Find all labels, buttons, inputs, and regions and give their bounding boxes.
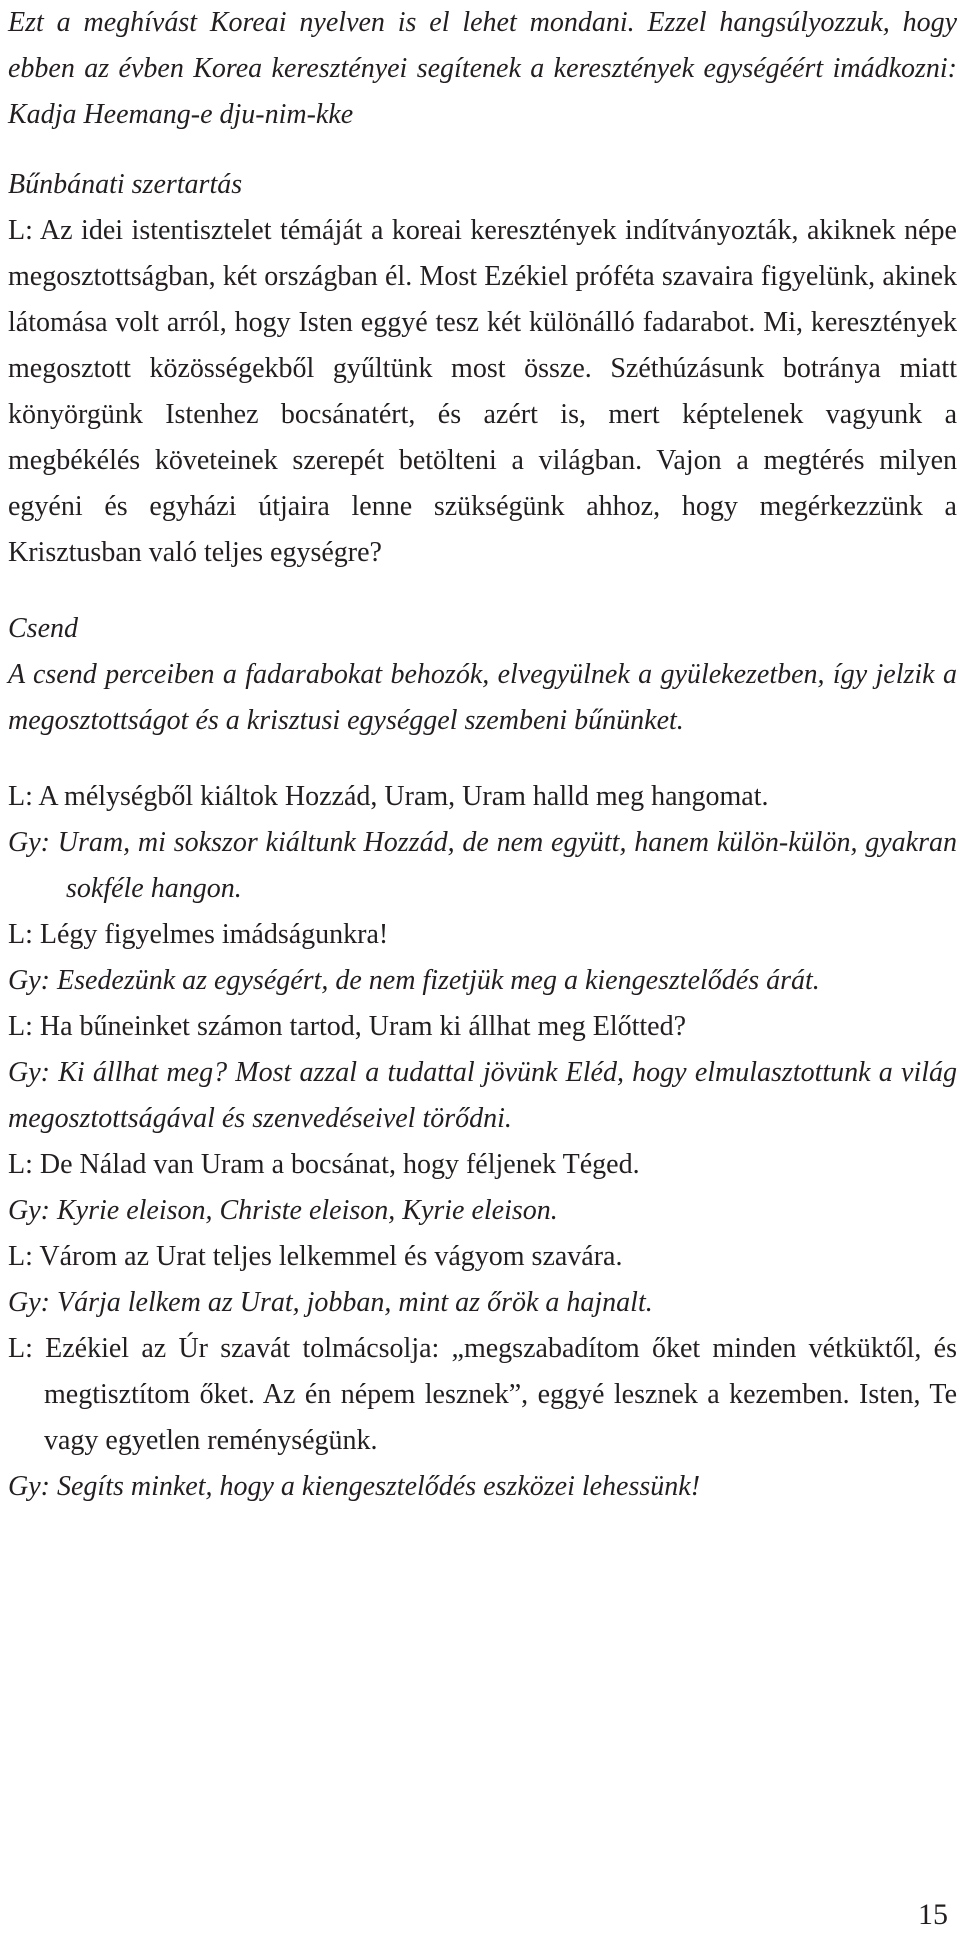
litany-line bbox=[8, 1004, 957, 1050]
speaker-label: Gy: bbox=[8, 1057, 50, 1088]
litany-text: De Nálad van Uram a bocsánat, hogy féljenek Téged. bbox=[39, 1149, 640, 1180]
litany-line bbox=[8, 1142, 957, 1188]
page-number: 15 bbox=[918, 1898, 948, 1931]
litany bbox=[8, 774, 957, 1510]
litany-text: Esedezünk az egységért, de nem fizetjük meg a kiengesztelődés árát. bbox=[56, 965, 820, 996]
litany-text: Ha bűneinket számon tartod, Uram ki állhat meg Előtted? bbox=[39, 1011, 687, 1042]
litany-text: Ki állhat meg? Most azzal a tudattal jövünk Eléd, hogy elmulasztottunk a világ megosztottságával és szenvedéseivel törődni. bbox=[8, 1057, 957, 1134]
speaker-label: Gy: bbox=[8, 965, 50, 996]
speaker-label: L: bbox=[8, 1149, 33, 1180]
intro-paragraph: Ezt a meghívást Koreai nyelven is el lehet mondani. Ezzel hangsúlyozzuk, hogy ebben az évben Korea keresztényei segítenek a keresztények egységéért imádkozni: Kadja Heemang-e dju-nim-kke bbox=[8, 7, 957, 130]
section-paragraph-bunbanati bbox=[8, 208, 957, 576]
litany-line bbox=[8, 958, 957, 1004]
speaker-label: L: bbox=[8, 1241, 33, 1272]
litany-text: Segíts minket, hogy a kiengesztelődés eszközei lehessünk! bbox=[56, 1471, 701, 1502]
litany-line bbox=[8, 1050, 957, 1142]
litany-text: Várja lelkem az Urat, jobban, mint az őrök a hajnalt. bbox=[56, 1287, 653, 1318]
paragraph-text: Az idei istentisztelet témáját a koreai keresztények indítványozták, akiknek népe megosztottságban, két országban él. Most Ezékiel próféta szavaira figyelünk, akinek látomása volt arról, hogy Isten eggyé tesz két különálló fadarabot. Mi, keresztények megosztott közösségekből gyűltünk most össze. Széthúzásunk botránya miatt könyörgünk Istenhez bocsánatért, és azért is, mert képtelenek vagyunk a megbékélés követeinek szerepét betölteni a világban. Vajon a megtérés milyen egyéni és egyházi útjaira lenne szükségünk ahhoz, hogy megérkezzünk a Krisztusban való teljes egységre? bbox=[8, 215, 957, 568]
litany-line bbox=[8, 820, 957, 912]
speaker-label: Gy: bbox=[8, 1287, 50, 1318]
litany-line bbox=[8, 912, 957, 958]
litany-line bbox=[8, 1234, 957, 1280]
litany-line bbox=[8, 1188, 957, 1234]
section-title-bunbanati: Bűnbánati szertartás bbox=[8, 169, 243, 200]
litany-line bbox=[8, 1326, 957, 1464]
speaker-label: Gy: bbox=[8, 827, 50, 858]
section-paragraph-csend: A csend perceiben a fadarabokat behozók, elvegyülnek a gyülekezetben, így jelzik a megosztottságot és a krisztusi egységgel szembeni bűnünket. bbox=[8, 659, 957, 736]
litany-line bbox=[8, 1280, 957, 1326]
speaker-label: Gy: bbox=[8, 1195, 50, 1226]
section-title-csend: Csend bbox=[8, 613, 78, 644]
litany-text: Ezékiel az Úr szavát tolmácsolja: „megszabadítom őket minden vétküktől, és megtisztítom őket. Az én népem lesznek”, eggyé lesznek a kezemben. Isten, Te vagy egyetlen reménységünk. bbox=[44, 1333, 957, 1456]
speaker-label: L: bbox=[8, 215, 33, 246]
litany-text: Uram, mi sokszor kiáltunk Hozzád, de nem együtt, hanem külön-külön, gyakran sokféle hangon. bbox=[57, 827, 958, 904]
speaker-label: Gy: bbox=[8, 1471, 50, 1502]
speaker-label: L: bbox=[8, 1333, 33, 1364]
speaker-label: L: bbox=[8, 1011, 33, 1042]
litany-text: A mélységből kiáltok Hozzád, Uram, Uram halld meg hangomat. bbox=[38, 781, 769, 812]
litany-text: Kyrie eleison, Christe eleison, Kyrie eleison. bbox=[56, 1195, 558, 1226]
document-page bbox=[8, 0, 957, 1510]
litany-line bbox=[8, 774, 957, 820]
litany-text: Várom az Urat teljes lelkemmel és vágyom szavára. bbox=[39, 1241, 623, 1272]
speaker-label: L: bbox=[8, 919, 33, 950]
litany-line bbox=[8, 1464, 957, 1510]
litany-text: Légy figyelmes imádságunkra! bbox=[39, 919, 389, 950]
speaker-label: L: bbox=[8, 781, 33, 812]
